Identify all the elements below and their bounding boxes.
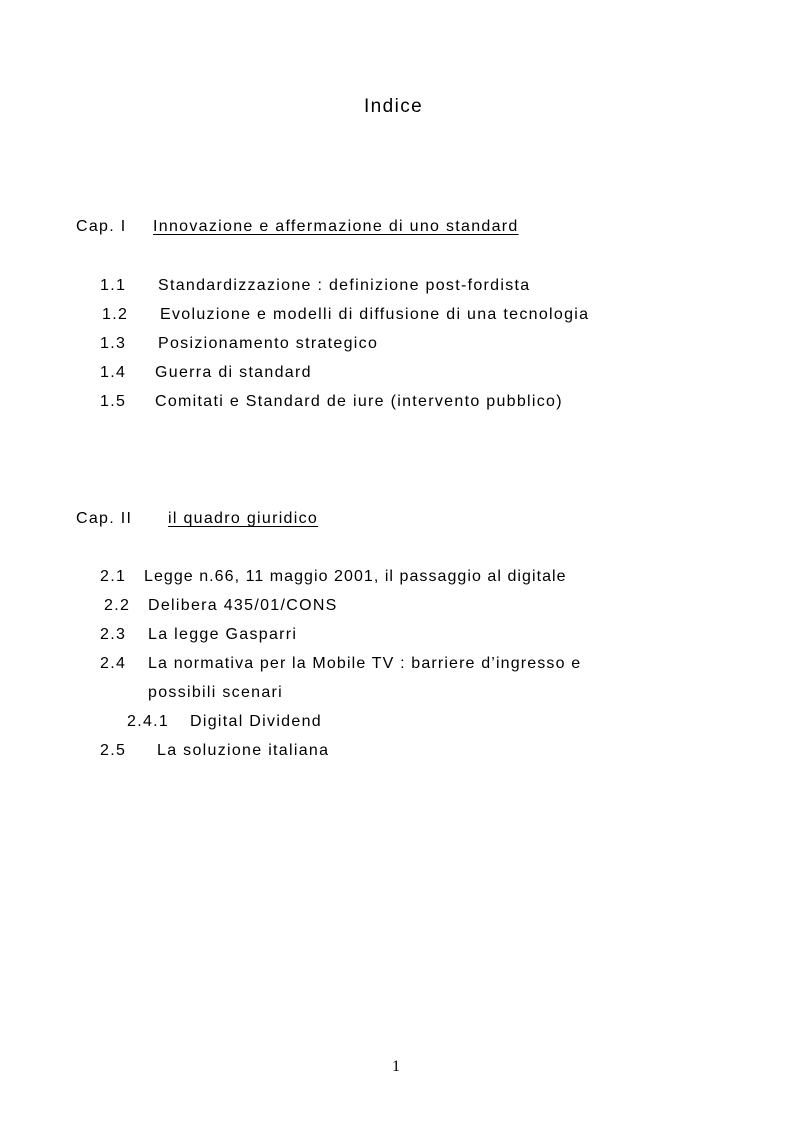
page-title: Indice xyxy=(364,96,424,117)
chapter-label: Cap. I xyxy=(76,218,127,235)
section-number: 1.1 xyxy=(100,277,127,294)
section-number: 2.2 xyxy=(104,597,131,614)
section-number: 2.4 xyxy=(100,655,127,672)
section-number: 2.3 xyxy=(100,626,127,643)
section-number: 2.1 xyxy=(100,568,127,585)
section-title: Evoluzione e modelli di diffusione di una tecnologia xyxy=(160,306,590,323)
section-title: La legge Gasparri xyxy=(148,626,298,643)
section-title: Guerra di standard xyxy=(155,364,312,381)
section-number: 1.3 xyxy=(100,335,127,352)
section-number: 1.5 xyxy=(100,393,127,410)
section-title: Standardizzazione : definizione post-fordista xyxy=(158,277,531,294)
chapter-title: il quadro giuridico xyxy=(168,510,319,527)
section-title: La soluzione italiana xyxy=(157,742,330,759)
section-number: 1.4 xyxy=(100,364,127,381)
page-number: 1 xyxy=(392,1058,400,1075)
chapter-title: Innovazione e affermazione di uno standard xyxy=(153,218,519,235)
subsection-number: 2.4.1 xyxy=(127,713,170,730)
section-title: Comitati e Standard de iure (intervento pubblico) xyxy=(155,393,563,410)
section-title: Legge n.66, 11 maggio 2001, il passaggio al digitale xyxy=(144,568,567,585)
subsection-title: Digital Dividend xyxy=(190,713,322,730)
section-title: Posizionamento strategico xyxy=(158,335,379,352)
section-title: Delibera 435/01/CONS xyxy=(148,597,338,614)
section-title: La normativa per la Mobile TV : barriere d’ingresso e xyxy=(148,655,582,672)
section-number: 2.5 xyxy=(100,742,127,759)
section-number: 1.2 xyxy=(102,306,129,323)
chapter-label: Cap. II xyxy=(76,510,133,527)
section-title-continuation: possibili scenari xyxy=(148,684,284,701)
